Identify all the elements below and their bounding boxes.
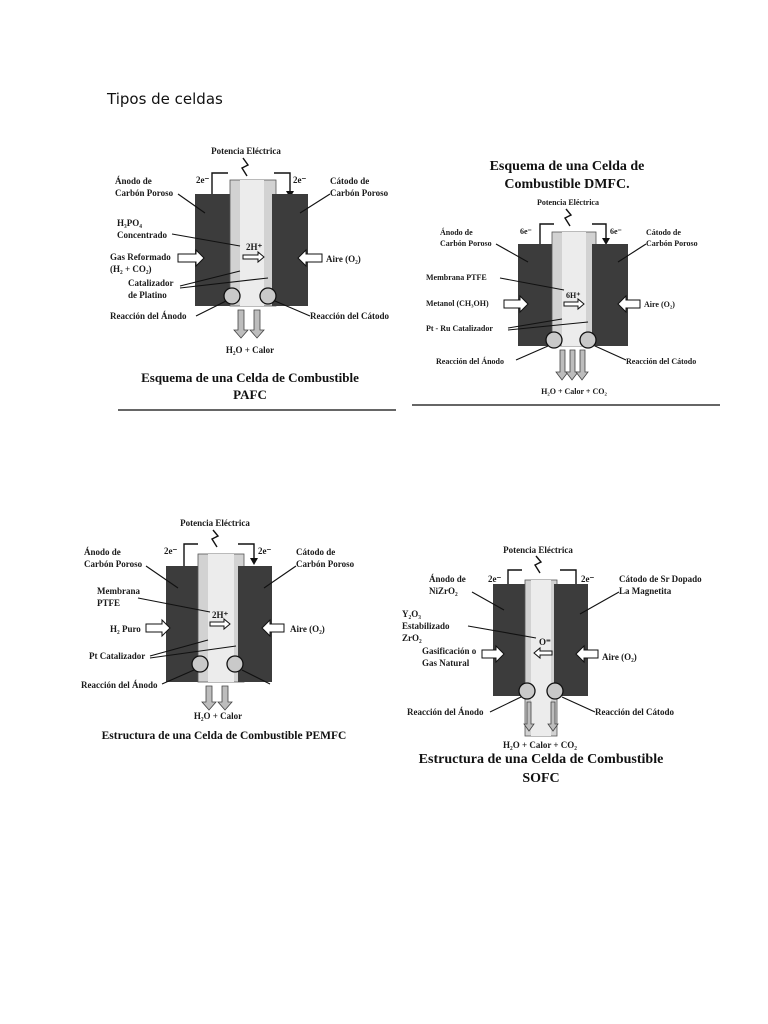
svg-text:Estabilizado: Estabilizado [402, 621, 450, 631]
anode-label [440, 227, 492, 248]
svg-text:Carbón Poroso: Carbón Poroso [440, 239, 492, 248]
electron-left-label: 2e⁻ [488, 574, 502, 584]
cathode-reaction-circle [227, 656, 243, 672]
anode-reaction-circle [546, 332, 562, 348]
anode-block [493, 584, 529, 696]
svg-text:Cátodo de: Cátodo de [646, 228, 681, 237]
pafc-diagram [100, 138, 400, 418]
svg-text:Cátodo de Sr Dopado: Cátodo de Sr Dopado [619, 574, 702, 584]
anode-reaction-circle [519, 683, 535, 699]
electron-right-label: 2e⁻ [258, 546, 272, 556]
svg-text:Membrana: Membrana [97, 586, 140, 596]
electron-left-label: 2e⁻ [164, 546, 178, 556]
catalyst-label [128, 278, 174, 300]
electron-right-label: 2e⁻ [581, 574, 595, 584]
ion-label: 6H⁺ [566, 291, 581, 300]
svg-text:Catalizador: Catalizador [128, 278, 174, 288]
svg-text:Cátodo de: Cátodo de [296, 547, 336, 557]
power-label: Potencia Eléctrica [211, 146, 281, 156]
svg-text:Carbón Poroso: Carbón Poroso [296, 559, 355, 569]
electrolyte-core [531, 580, 551, 736]
svg-text:Cátodo de: Cátodo de [330, 176, 370, 186]
air-label: Aire (O₂) [290, 624, 325, 634]
ion-label: 2H⁺ [212, 610, 229, 620]
svg-text:Y₂O₃: Y₂O₃ [402, 609, 421, 619]
products-label: H₂O + Calor [225, 345, 275, 355]
spark-icon [212, 530, 218, 547]
electron-left-label: 2e⁻ [196, 175, 210, 185]
power-label: Potencia Eléctrica [180, 518, 250, 528]
air-label: Aire (O₂) [602, 652, 637, 662]
product-outlet-arrow-icon [234, 310, 248, 338]
power-label: Potencia Eléctrica [503, 545, 573, 555]
anode-label [429, 574, 466, 596]
svg-text:Gas Natural: Gas Natural [422, 658, 470, 668]
wire-arrowhead [602, 238, 610, 245]
svg-text:de Platino: de Platino [128, 290, 167, 300]
cathode-block [554, 584, 588, 696]
fuel-label [110, 252, 171, 274]
anode-reaction-circle [224, 288, 240, 304]
product-outlet-arrow-icon [556, 350, 568, 380]
svg-text:Gasificación o: Gasificación o [422, 646, 477, 656]
figure-title [490, 159, 645, 192]
products-label: H₂O + Calor + CO₂ [503, 740, 577, 750]
svg-text:PAFC: PAFC [233, 387, 267, 402]
svg-text:H₃PO₄: H₃PO₄ [117, 218, 142, 228]
spark-icon [565, 209, 571, 226]
fuel-label [422, 646, 477, 668]
svg-text:Gas Reformado: Gas Reformado [110, 252, 171, 262]
svg-text:Carbón Poroso: Carbón Poroso [330, 188, 389, 198]
svg-text:Carbón Poroso: Carbón Poroso [115, 188, 174, 198]
dmfc-diagram [412, 152, 722, 412]
pemfc-diagram [80, 512, 376, 748]
wire-arrowhead [250, 558, 258, 565]
cathode-reaction-label: Reacción del Cátodo [310, 311, 389, 321]
svg-text:Concentrado: Concentrado [117, 230, 167, 240]
figure-caption: Estructura de una Celda de Combustible PEMFC [101, 730, 347, 742]
svg-text:Ánodo de: Ánodo de [440, 228, 473, 237]
product-outlet-arrow-icon [576, 350, 588, 380]
anode-reaction-label: Reacción del Ánodo [436, 357, 504, 366]
anode-reaction-label: Reacción del Ánodo [110, 311, 187, 321]
page-heading: Tipos de celdas [107, 90, 223, 108]
electron-left-label: 6e⁻ [520, 227, 532, 236]
product-outlet-arrow-icon [250, 310, 264, 338]
catalyst-label: Pt Catalizador [89, 651, 146, 661]
cathode-reaction-circle [547, 683, 563, 699]
product-outlet-arrow-icon [566, 350, 578, 380]
ion-label: O⁼ [539, 637, 551, 647]
cathode-reaction-label: Reacción del Cátodo [595, 707, 674, 717]
svg-text:Estructura de una Celda de Com: Estructura de una Celda de Combustible [418, 752, 664, 767]
cathode-reaction-circle [260, 288, 276, 304]
ion-label: 2H⁺ [246, 242, 263, 252]
membrane-label: Membrana PTFE [426, 273, 487, 282]
product-outlet-arrow-icon [218, 686, 232, 710]
svg-text:SOFC: SOFC [522, 771, 560, 786]
products-label: H₂O + Calor [193, 711, 243, 721]
catalyst-label: Pt - Ru Catalizador [426, 324, 493, 333]
anode-label [115, 176, 174, 198]
svg-text:Ánodo de: Ánodo de [115, 176, 152, 186]
svg-text:NiZrO₂: NiZrO₂ [429, 586, 458, 596]
products-label: H₂O + Calor + CO₂ [541, 387, 607, 396]
svg-text:ZrO₂: ZrO₂ [402, 633, 422, 643]
cathode-label [646, 228, 698, 248]
svg-text:Combustible DMFC.: Combustible DMFC. [504, 177, 630, 192]
air-label: Aire (O₂) [326, 254, 361, 264]
electron-right-label: 6e⁻ [610, 227, 622, 236]
svg-text:PTFE: PTFE [97, 598, 121, 608]
cathode-reaction-pointer [595, 346, 626, 360]
product-outlet-arrow-icon [202, 686, 216, 710]
svg-text:Carbón Poroso: Carbón Poroso [646, 239, 698, 248]
svg-text:Carbón Poroso: Carbón Poroso [84, 559, 143, 569]
anode-reaction-label: Reacción del Ánodo [81, 680, 158, 690]
svg-text:(H₂ + CO₂): (H₂ + CO₂) [110, 264, 152, 274]
anode-reaction-pointer [516, 346, 548, 360]
cathode-reaction-label: Reacción del Cátodo [626, 357, 697, 366]
air-label: Aire (O₂) [644, 300, 675, 309]
power-label: Potencia Eléctrica [537, 198, 599, 207]
cathode-label [296, 547, 355, 569]
spark-icon [535, 556, 541, 573]
figure-caption [141, 370, 359, 402]
fuel-label: Metanol (CH₃OH) [426, 299, 489, 308]
svg-text:Ánodo de: Ánodo de [84, 547, 121, 557]
anode-reaction-circle [192, 656, 208, 672]
cathode-label [330, 176, 389, 198]
figure-caption [419, 752, 664, 786]
electrolyte-label [117, 218, 167, 240]
svg-text:Esquema de una Celda de: Esquema de una Celda de [489, 159, 645, 174]
svg-text:La Magnetita: La Magnetita [619, 586, 672, 596]
cathode-reaction-pointer [562, 697, 595, 712]
anode-reaction-pointer [490, 697, 521, 712]
anode-reaction-label: Reacción del Ánodo [407, 707, 484, 717]
cathode-label [619, 574, 702, 596]
membrane-core [562, 232, 586, 346]
anode-label [84, 547, 143, 569]
electron-right-label: 2e⁻ [293, 175, 307, 185]
spark-icon [242, 158, 248, 176]
svg-text:Ánodo de: Ánodo de [429, 574, 466, 584]
svg-text:Esquema de una Celda de Combus: Esquema de una Celda de Combustible [141, 370, 359, 385]
sofc-diagram [400, 538, 714, 788]
membrane-label [97, 586, 140, 608]
cathode-reaction-circle [580, 332, 596, 348]
fuel-label: H₂ Puro [110, 624, 141, 634]
electrolyte-label [402, 609, 450, 643]
